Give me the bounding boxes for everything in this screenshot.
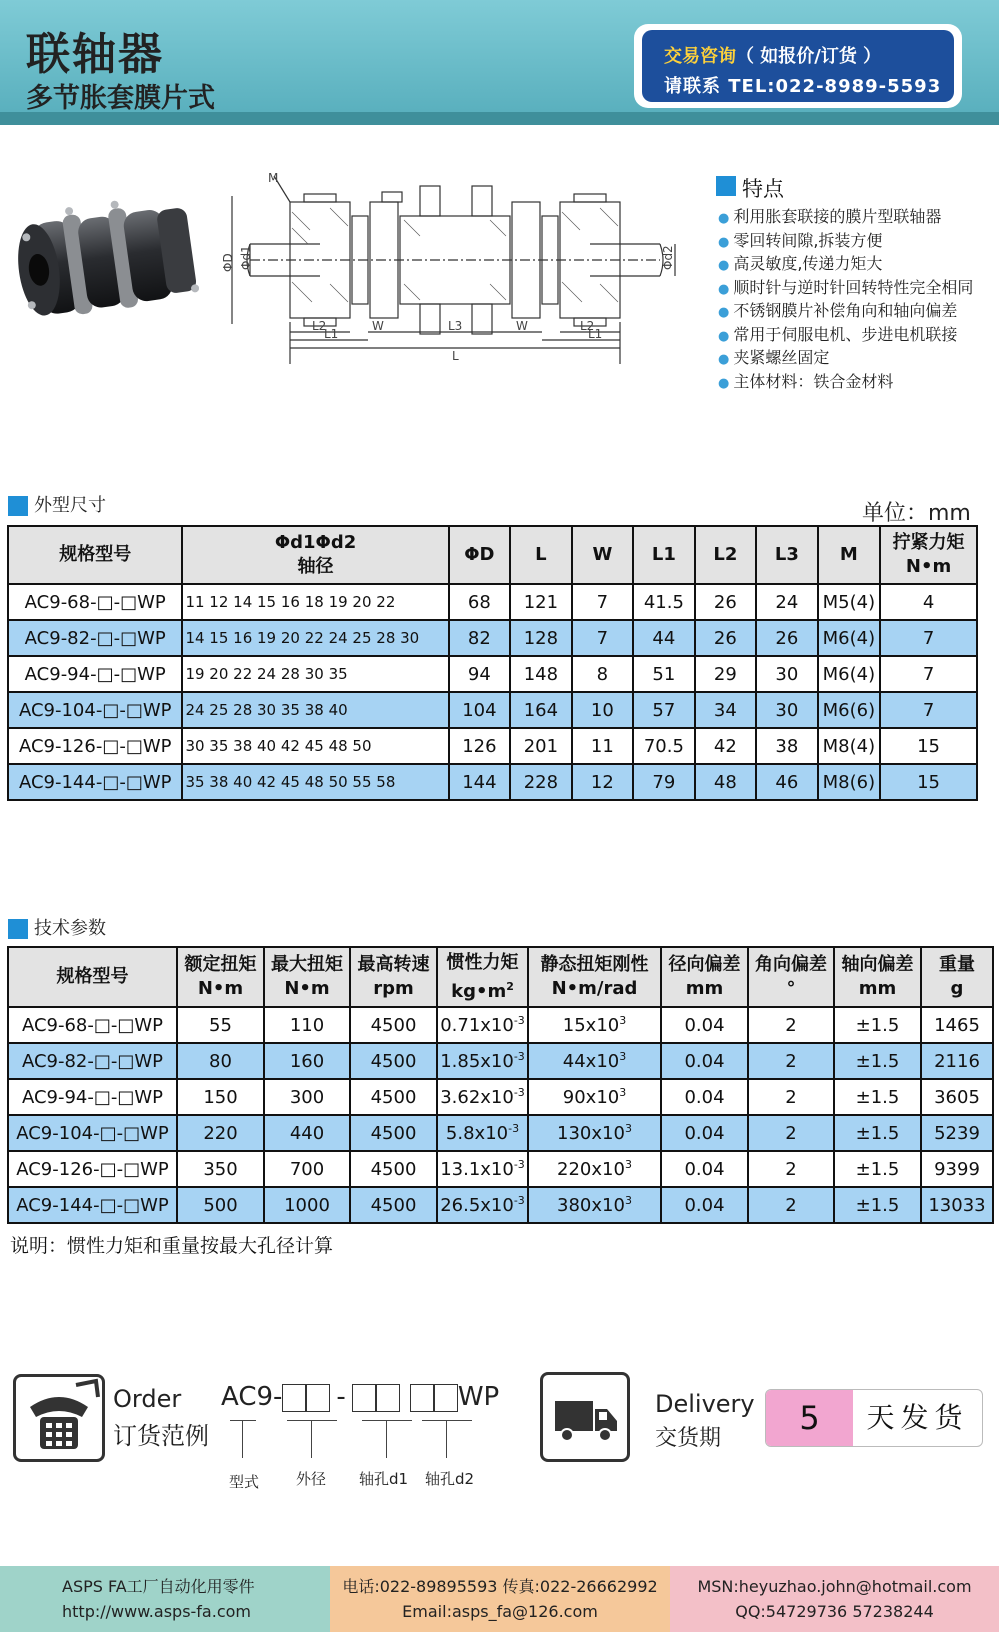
order-code: [221, 1382, 499, 1412]
feature-item: ● 顺时针与逆时针回转特性完全相同: [718, 277, 973, 301]
table-row: [8, 1151, 993, 1187]
cell: M5(4): [818, 584, 881, 620]
table-row: [8, 728, 977, 764]
dims-header-model: 规格型号: [8, 526, 182, 584]
table-row: [8, 1079, 993, 1115]
cell: 30 35 38 40 42 45 48 50: [182, 728, 448, 764]
unit-label: 单位：mm: [862, 501, 971, 526]
footer-company-block: [0, 1566, 330, 1632]
cell: 10: [572, 692, 634, 728]
order-code-suffix: WP: [457, 1382, 500, 1412]
cell: 104: [449, 692, 511, 728]
dims-header-shaft: [182, 526, 448, 584]
drawing-label-l1-left: L1: [324, 327, 339, 341]
table-row: [8, 620, 977, 656]
order-title-en: Order: [113, 1385, 182, 1413]
drawing-label-w-left: W: [372, 319, 384, 333]
features-square-icon: [716, 176, 736, 196]
cell: 26: [756, 620, 818, 656]
tech-header-inertia: 惯性力矩 $kg•m^2$: [437, 947, 528, 1007]
truck-icon: [540, 1372, 630, 1462]
product-photo: [6, 196, 212, 320]
cell: 41.5: [633, 584, 695, 620]
cell: 2: [748, 1151, 834, 1187]
cell: 24 25 28 30 35 38 40: [182, 692, 448, 728]
dims-table: [7, 525, 978, 801]
cell: $220x10^3$: [528, 1151, 661, 1187]
table-row: [8, 1115, 993, 1151]
footer-company: ASPS FA工厂自动化用零件: [62, 1577, 255, 1596]
drawing-label-w-right: W: [516, 319, 528, 333]
cell: ±1.5: [834, 1187, 921, 1223]
cell: $44x10^3$: [528, 1043, 661, 1079]
dims-header-shaft-2: 轴径: [297, 556, 334, 577]
cell: 0.04: [661, 1187, 748, 1223]
contact-line-1: [664, 42, 881, 68]
cell: 7: [880, 656, 977, 692]
cell: 0.04: [661, 1115, 748, 1151]
cell: 35 38 40 42 45 48 50 55 58: [182, 764, 448, 800]
cell: 148: [510, 656, 572, 692]
cell: 26: [695, 584, 757, 620]
cell: 8: [572, 656, 634, 692]
cell: AC9-144-□-□WP: [8, 1187, 177, 1223]
order-code-dash: -: [336, 1382, 346, 1412]
tech-header-axial: 轴向偏差 mm: [834, 947, 921, 1007]
tech-header-angular: 角向偏差 °: [748, 947, 834, 1007]
page-title: 联轴器: [26, 29, 164, 80]
cell: M6(6): [818, 692, 881, 728]
tech-square-icon: [8, 919, 28, 939]
cell: 150: [177, 1079, 264, 1115]
cell: 201: [510, 728, 572, 764]
feature-item: ● 利用胀套联接的膜片型联轴器: [718, 206, 973, 230]
cell: 94: [449, 656, 511, 692]
cell: 14 15 16 19 20 22 24 25 28 30: [182, 620, 448, 656]
dims-header-shaft-1: Φd1Φd2: [274, 532, 357, 553]
cell: 2: [748, 1079, 834, 1115]
tech-header-max-speed: 最高转速 rpm: [350, 947, 437, 1007]
order-label-type: 型式: [229, 1473, 260, 1491]
cell: AC9-68-□-□WP: [8, 584, 182, 620]
cell: 57: [633, 692, 695, 728]
code-box: [434, 1384, 458, 1412]
dims-header-w: W: [572, 526, 634, 584]
dims-header-torque-2: N•m: [905, 556, 952, 577]
cell: AC9-144-□-□WP: [8, 764, 182, 800]
order-label-d2: 轴孔d2: [425, 1470, 475, 1488]
dims-header-l: L: [510, 526, 572, 584]
cell: 2: [748, 1007, 834, 1043]
cell: 30: [756, 656, 818, 692]
cell: ±1.5: [834, 1151, 921, 1187]
dims-header-l1: L1: [633, 526, 695, 584]
tech-header-radial: 径向偏差 mm: [661, 947, 748, 1007]
table-row: [8, 656, 977, 692]
cell: 19 20 22 24 28 30 35: [182, 656, 448, 692]
cell: M6(4): [818, 656, 881, 692]
cell: 26: [695, 620, 757, 656]
cell: $0.71x10^{-3}$: [437, 1007, 528, 1043]
cell: 4500: [350, 1007, 437, 1043]
page-subtitle: 多节胀套膜片式: [26, 83, 215, 114]
phone-icon: [13, 1374, 105, 1462]
cell: 7: [880, 620, 977, 656]
feature-item: ● 主体材料：铁合金材料: [718, 371, 973, 395]
cell: AC9-94-□-□WP: [8, 1079, 177, 1115]
drawing-label-l: L: [452, 349, 459, 363]
contact-inquiry-note: （ 如报价/订货 ）: [736, 46, 882, 67]
table-row: [8, 1043, 993, 1079]
cell: AC9-82-□-□WP: [8, 620, 182, 656]
cell: $3.62x10^{-3}$: [437, 1079, 528, 1115]
drawing-label-od: ΦD: [221, 253, 235, 272]
cell: $380x10^3$: [528, 1187, 661, 1223]
delivery-title-en: Delivery: [655, 1390, 755, 1418]
cell: 500: [177, 1187, 264, 1223]
feature-item: ● 常用于伺服电机、步进电机联接: [718, 324, 973, 348]
contact-line-2: 请联系 TEL:022-8989-5593: [664, 76, 942, 97]
delivery-title-cn: 交货期: [655, 1426, 722, 1451]
cell: 4500: [350, 1187, 437, 1223]
cell: ±1.5: [834, 1007, 921, 1043]
dims-header-torque: [880, 526, 977, 584]
cell: 126: [449, 728, 511, 764]
tech-header-stiffness: 静态扭矩刚性 N•m/rad: [528, 947, 661, 1007]
order-label-od: 外径: [296, 1470, 327, 1488]
cell: 7: [880, 692, 977, 728]
cell: $26.5x10^{-3}$: [437, 1187, 528, 1223]
tech-section-title: 技术参数: [34, 918, 106, 939]
footer-msn-block: [670, 1566, 999, 1632]
cell: 13033: [921, 1187, 993, 1223]
cell: AC9-126-□-□WP: [8, 728, 182, 764]
cell: 110: [264, 1007, 350, 1043]
contact-inquiry: 交易咨询: [664, 46, 736, 67]
dims-section-header: [8, 491, 106, 517]
dims-header-torque-1: 拧紧力矩: [892, 532, 965, 553]
cell: 0.04: [661, 1007, 748, 1043]
drawing-label-l3: L3: [448, 319, 463, 333]
drawing-label-d2: Φd2: [661, 245, 675, 270]
cell: 300: [264, 1079, 350, 1115]
dims-header-l3: L3: [756, 526, 818, 584]
cell: 24: [756, 584, 818, 620]
cell: 4500: [350, 1079, 437, 1115]
cell: ±1.5: [834, 1079, 921, 1115]
tech-section-header: [8, 914, 106, 940]
cell: 11 12 14 15 16 18 19 20 22: [182, 584, 448, 620]
cell: 3605: [921, 1079, 993, 1115]
cell: 7: [572, 620, 634, 656]
cell: 79: [633, 764, 695, 800]
delivery-days-text: 天发货: [866, 1401, 969, 1434]
cell: M8(4): [818, 728, 881, 764]
cell: AC9-82-□-□WP: [8, 1043, 177, 1079]
cell: ±1.5: [834, 1043, 921, 1079]
cell: 29: [695, 656, 757, 692]
cell: M8(6): [818, 764, 881, 800]
cell: 4500: [350, 1151, 437, 1187]
cell: 164: [510, 692, 572, 728]
cell: 15: [880, 728, 977, 764]
delivery-days-number: 5: [766, 1390, 853, 1446]
tech-header-rated-torque: 额定扭矩 N•m: [177, 947, 264, 1007]
feature-item: ● 零回转间隙,拆装方便: [718, 230, 973, 254]
order-label-d1: 轴孔d1: [359, 1470, 409, 1488]
contact-badge: [634, 24, 962, 108]
cell: AC9-94-□-□WP: [8, 656, 182, 692]
cell: 228: [510, 764, 572, 800]
cell: $5.8x10^{-3}$: [437, 1115, 528, 1151]
feature-item: ● 夹紧螺丝固定: [718, 347, 973, 371]
drawing-label-l2-right: L2: [580, 319, 595, 333]
footer-qq: QQ:54729736 57238244: [735, 1602, 934, 1621]
code-box: [352, 1384, 376, 1412]
footer: [0, 1566, 999, 1632]
cell: 2116: [921, 1043, 993, 1079]
dims-header-m: M: [818, 526, 881, 584]
cell: 7: [572, 584, 634, 620]
cell: M6(4): [818, 620, 881, 656]
cell: 0.04: [661, 1151, 748, 1187]
dims-square-icon: [8, 496, 28, 516]
cell: 2: [748, 1043, 834, 1079]
cell: AC9-104-□-□WP: [8, 692, 182, 728]
cell: 5239: [921, 1115, 993, 1151]
cell: 4500: [350, 1115, 437, 1151]
tech-header-max-torque: 最大扭矩 N•m: [264, 947, 350, 1007]
cell: 128: [510, 620, 572, 656]
cell: 12: [572, 764, 634, 800]
order-code-prefix: AC9-: [221, 1382, 283, 1412]
code-box: [376, 1384, 400, 1412]
tech-table: [7, 946, 994, 1224]
footer-phone-block: [330, 1566, 670, 1632]
table-row: [8, 584, 977, 620]
cell: AC9-104-□-□WP: [8, 1115, 177, 1151]
code-box: [410, 1384, 434, 1412]
cell: 700: [264, 1151, 350, 1187]
cell: 220: [177, 1115, 264, 1151]
table-row: [8, 1007, 993, 1043]
cell: $130x10^3$: [528, 1115, 661, 1151]
cell: AC9-126-□-□WP: [8, 1151, 177, 1187]
footer-msn: MSN:heyuzhao.john@hotmail.com: [697, 1577, 972, 1596]
cell: 144: [449, 764, 511, 800]
cell: AC9-68-□-□WP: [8, 1007, 177, 1043]
cell: 0.04: [661, 1079, 748, 1115]
features-title: 特点: [742, 177, 784, 201]
cell: 2: [748, 1187, 834, 1223]
cell: 11: [572, 728, 634, 764]
cell: 46: [756, 764, 818, 800]
code-box: [306, 1384, 330, 1412]
cell: 80: [177, 1043, 264, 1079]
cell: 42: [695, 728, 757, 764]
dims-header-od: ΦD: [449, 526, 511, 584]
drawing-label-l1-right: L1: [588, 327, 603, 341]
footer-url[interactable]: http://www.asps-fa.com: [62, 1602, 251, 1621]
code-box: [282, 1384, 306, 1412]
feature-item: ● 高灵敏度,传递力矩大: [718, 253, 973, 277]
cell: 1000: [264, 1187, 350, 1223]
cell: 15: [880, 764, 977, 800]
cell: 34: [695, 692, 757, 728]
cell: 68: [449, 584, 511, 620]
cell: 51: [633, 656, 695, 692]
cell: 350: [177, 1151, 264, 1187]
dims-section-title: 外型尺寸: [34, 495, 106, 516]
tech-header-weight: 重量 g: [921, 947, 993, 1007]
cell: 4: [880, 584, 977, 620]
technical-drawing: [220, 172, 690, 372]
table-row: [8, 692, 977, 728]
tech-note: 说明：惯性力矩和重量按最大孔径计算: [10, 1235, 334, 1257]
cell: 160: [264, 1043, 350, 1079]
cell: 440: [264, 1115, 350, 1151]
drawing-label-m: M: [268, 172, 279, 185]
cell: ±1.5: [834, 1115, 921, 1151]
cell: 9399: [921, 1151, 993, 1187]
drawing-label-d1: Φd1: [239, 245, 253, 270]
tech-header-model: 规格型号: [8, 947, 177, 1007]
cell: $1.85x10^{-3}$: [437, 1043, 528, 1079]
cell: 82: [449, 620, 511, 656]
features-list: [718, 206, 973, 394]
cell: 0.04: [661, 1043, 748, 1079]
cell: 1465: [921, 1007, 993, 1043]
feature-item: ● 不锈钢膜片补偿角向和轴向偏差: [718, 300, 973, 324]
table-row: [8, 1187, 993, 1223]
cell: $15x10^3$: [528, 1007, 661, 1043]
footer-email[interactable]: Email:asps_fa@126.com: [402, 1602, 598, 1621]
cell: $90x10^3$: [528, 1079, 661, 1115]
table-row: [8, 764, 977, 800]
footer-phone: 电话:022-89895593 传真:022-26662992: [342, 1577, 658, 1596]
cell: 2: [748, 1115, 834, 1151]
cell: 48: [695, 764, 757, 800]
cell: 30: [756, 692, 818, 728]
cell: $13.1x10^{-3}$: [437, 1151, 528, 1187]
cell: 44: [633, 620, 695, 656]
cell: 121: [510, 584, 572, 620]
order-title-cn: 订货范例: [113, 1422, 209, 1450]
cell: 38: [756, 728, 818, 764]
dims-header-l2: L2: [695, 526, 757, 584]
cell: 4500: [350, 1043, 437, 1079]
cell: 55: [177, 1007, 264, 1043]
drawing-label-l2-left: L2: [312, 319, 327, 333]
cell: 70.5: [633, 728, 695, 764]
delivery-days-badge: [765, 1389, 983, 1447]
